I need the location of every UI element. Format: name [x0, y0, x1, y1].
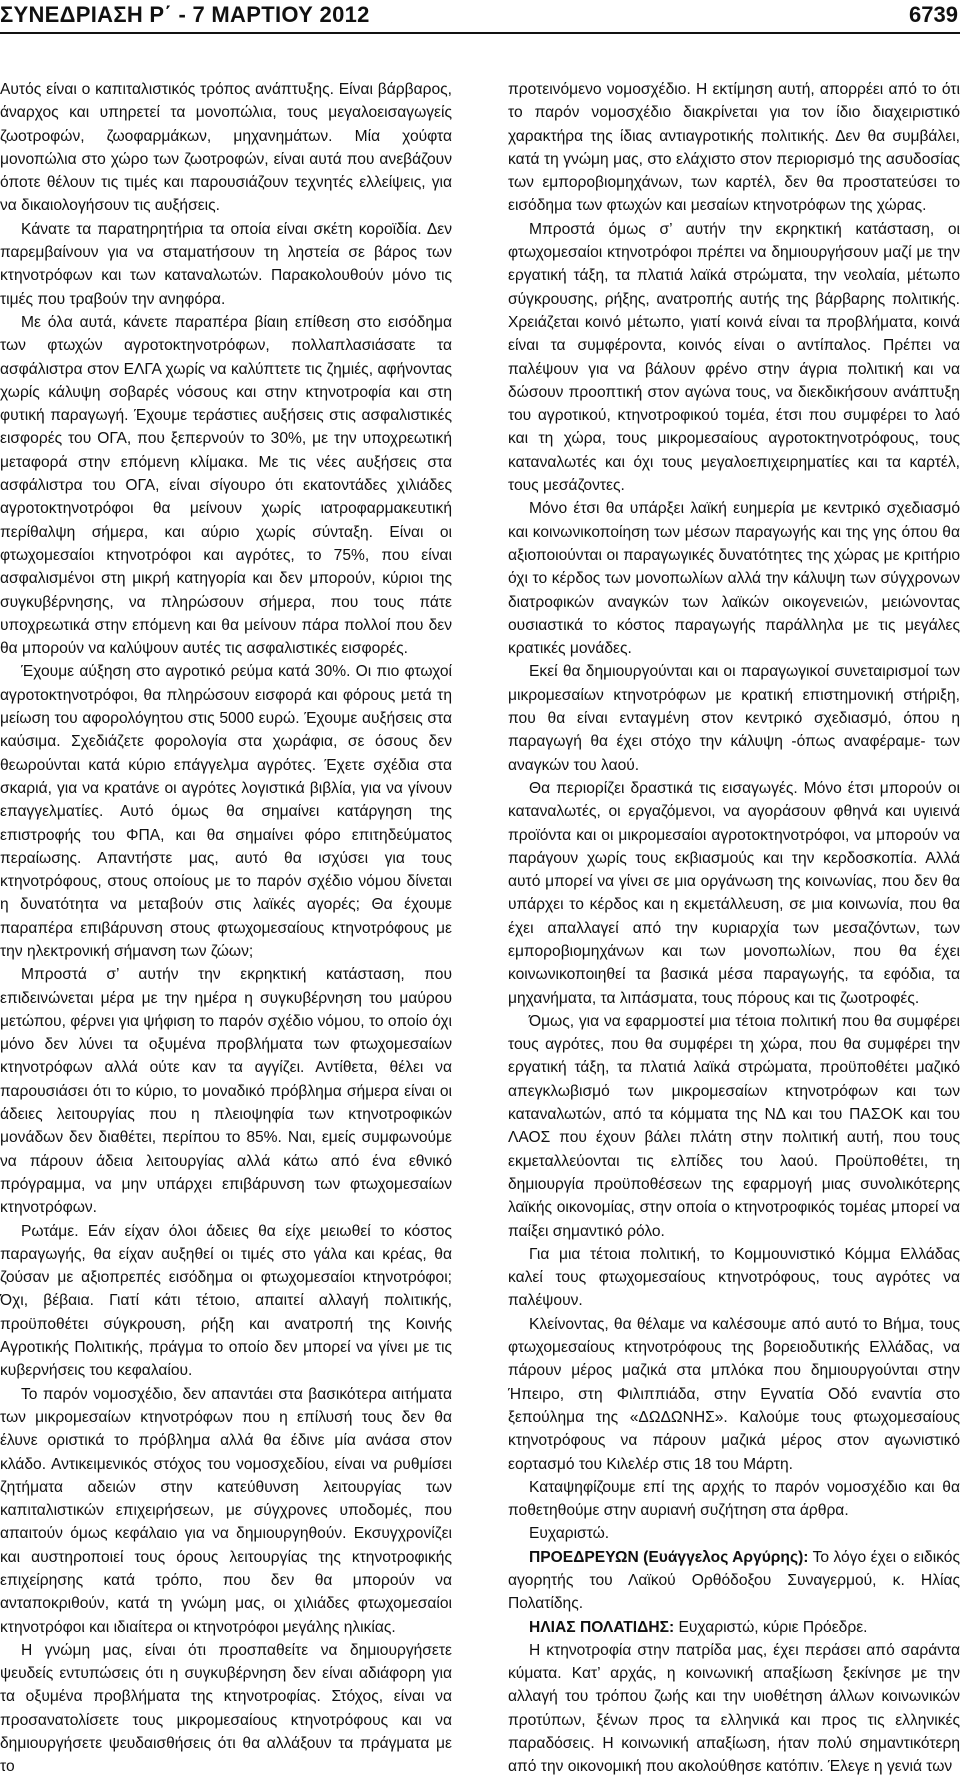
paragraph: Κλείνοντας, θα θέλαμε να καλέσουμε από αυτό το Βήμα, τους φτωχομεσαίους κτηνοτρόφους της βορειοδυτικής Ελλάδας, να πάρουν μέρος μαζικά στα μπλόκα που δημιουργούνται στην Ήπειρο, στη Φιλιππιάδα, στην Εγνατία Οδό εναντία στο ξεπούλημα της «ΔΩΔΩΝΗΣ». Καλούμε τους φτωχομεσαίους κτηνοτρόφους να πάρουν μαζικά μέρος στον αγωνιστικό εορτασμό του Κιλελέρ στις 18 του Μάρτη.	[508, 1315, 960, 1473]
paragraph: Μόνο έτσι θα υπάρξει λαϊκή ευημερία με κεντρικό σχεδιασμό και κοινωνικοποίηση των μέσων παραγωγής και της γης όπου θα αξιοποιούνται οι παραγωγικές δυνατότητες της χώρας με κριτήριο όχι το κέρδος των μονοπωλίων αλλά την κάλυψη των σύγχρονων διατροφικών αναγκών των λαϊκών οικογενειών, μειώνοντας ουσιαστικά το κόστος παραγωγής παράλληλα με τις μεγάλες κρατικές μονάδες.	[508, 500, 960, 658]
speaker-paragraph	[508, 1616, 960, 1639]
paragraph: Κάνατε τα παρατηρητήρια τα οποία είναι σκέτη κοροϊδία. Δεν παρεμβαίνουν για να σταματήσουν τη ληστεία σε βάρος των κτηνοτρόφων και των καταναλωτών. Παρακολουθούν μόνο τις τιμές που τραβούν την ανηφόρα.	[0, 220, 452, 308]
right-column	[508, 78, 960, 1779]
paragraph: Ρωτάμε. Εάν είχαν όλοι άδειες θα είχε μειωθεί το κόστος παραγωγής, θα είχαν αυξηθεί οι τιμές στο γάλα και κρέας, θα ζούσαν με αξιοπρεπές εισόδημα οι φτωχομεσαίοι κτηνοτρόφοι; Όχι, βέβαια. Γιατί κάτι τέτοιο, απαιτεί αλλαγή πολιτικής, προϋποθέτει σύγκρουση, ρήξη και ανατροπή της Κοινής Αγροτικής Πολιτικής, πράγμα το οποίο δεν μπορεί να γίνει με τις κυβερνήσεις του κεφαλαίου.	[0, 1222, 452, 1380]
speaker-text: Το λόγο έχει ο ειδικός αγορητής του Λαϊκού Ορθόδοξου Συναγερμού, κ. Ηλίας Πολατίδης.	[508, 1548, 960, 1613]
speaker-text: Ευχαριστώ, κύριε Πρόεδρε.	[674, 1618, 868, 1636]
paragraph: προτεινόμενο νομοσχέδιο. Η εκτίμηση αυτή, απορρέει από το ότι το παρόν νομοσχέδιο διακρίνεται για τον ίδιο διαχειριστικό χαρακτήρα της ίδιας αντιαγροτικής πολιτικής. Δεν θα συμβάλει, κατά τη γνώμη μας, στο ελάχιστο στον περιορισμό της ασυδοσίας των εμποροβιομηχάνων, των καρτέλ, δεν θα προστατεύσει το εισόδημα των φτωχών και μεσαίων κτηνοτρόφων της χώρας.	[508, 81, 960, 215]
paragraph: Ευχαριστώ.	[529, 1525, 610, 1543]
speaker-name: ΠΡΟΕΔΡΕΥΩΝ (Ευάγγελος Αργύρης):	[529, 1548, 809, 1566]
paragraph: Το παρόν νομοσχέδιο, δεν απαντάει στα βασικότερα αιτήματα των μικρομεσαίων κτηνοτρόφων που η επίλυσή τους δεν θα έλυνε οριστικά το πρόβλημα αλλά θα έδινε μία ανάσα στον κλάδο. Αντικειμενικός στόχος του νομοσχεδίου, είναι να ρυθμίσει ζητήματα αδειών στην κατεύθυνση λειτουργίας των καπιταλιστικών επιχειρήσεων, με σύγχρονες υποδομές, που απαιτούν όμως κεφάλαιο για να δημιουργηθούν. Εκσυγχρονίζει και αυστηροποιεί τους όρους λειτουργίας της κτηνοτροφικής επιχείρησης κατά τρόπο, που δεν θα μπορούν να ανταποκριθούν, κατά τη γνώμη μας, οι χιλιάδες φτωχομεσαίοι κτηνοτρόφοι και ιδιαίτερα οι κτηνοτρόφοι μεγάλης ηλικίας.	[0, 1385, 452, 1636]
left-column	[0, 78, 452, 1779]
paragraph: Καταψηφίζουμε επί της αρχής το παρόν νομοσχέδιο και θα ποθετηθούμε στην αυριανή συζήτηση στα άρθρα.	[508, 1478, 960, 1520]
paragraph: Η γνώμη μας, είναι ότι προσπαθείτε να δημιουργήσετε ψευδείς εντυπώσεις ότι η συγκυβέρνηση δεν είναι αδιάφορη για τα οξυμένα προβλήματα της κτηνοτροφίας. Στόχος, είναι να προσανατολίσετε τους μικρομεσαίους κτηνοτρόφους και να δημιουργήσετε ψευδαισθήσεις ότι θα αλλάξουν τα πράγματα με το	[0, 1641, 452, 1776]
paragraph: Η κτηνοτροφία στην πατρίδα μας, έχει περάσει από σαράντα κύματα. Κατ’ αρχάς, η κοινωνική απαξίωση ξεκίνησε με την αλλαγή του τρόπου ζωής και την υιοθέτηση άλλων κοινωνικών προτύπων, ξένων προς τα ελληνικά και προς τις ελληνικές παραδόσεις. Η κοινωνική απαξίωση, ήταν πολύ σημαντικότερη από την οικονομική που ακολούθησε κατόπιν. Έλεγε η γενιά των	[508, 1641, 960, 1776]
paragraph: Μπροστά όμως σ’ αυτήν την εκρηκτική κατάσταση, οι φτωχομεσαίοι κτηνοτρόφοι πρέπει να δημιουργήσουν μαζί με την εργατική τάξη, τα πλατιά λαϊκά στρώματα, την νεολαία, μέτωπο σύγκρουσης, ρήξης, ανατροπής αυτής της βάρβαρης πολιτικής. Χρειάζεται κοινό μέτωπο, γιατί κοινά είναι τα προβλήματα, κοινά είναι τα συμφέροντα, κοινός είναι ο αντίπαλος. Πρέπει να παλέψουν για να βάλουν φρένο στην άγρια πολιτική και να δώσουν προοπτική στον αγώνα τους, να διεκδικήσουν ανάπτυξη του αγροτικού, κτηνοτροφικού τομέα, έτσι που συμφέρει το λαό και τη χώρα, τους μικρομεσαίους αγροτοκτηνοτρόφους, τους καταναλωτές και όχι τους μεγαλοεπιχειρηματίες και τα καρτέλ, τους μεσάζοντες.	[508, 220, 960, 495]
header-rule	[0, 32, 960, 34]
page-number: 6739	[909, 2, 958, 27]
running-title: ΣΥΝΕΔΡΙΑΣΗ Ρ΄ - 7 ΜΑΡΤΙΟΥ 2012	[0, 2, 370, 27]
paragraph: Εκεί θα δημιουργούνται και οι παραγωγικοί συνεταιρισμοί των μικρομεσαίων κτηνοτρόφων με κρατική επιστημονική στήριξη, που θα είναι ενταγμένη στον κεντρικό σχεδιασμό, όπου η παραγωγή θα έχει στόχο την κάλυψη -όπως αναφέραμε- των αναγκών του λαού.	[508, 663, 960, 774]
paragraph: Όμως, για να εφαρμοστεί μια τέτοια πολιτική που θα συμφέρει τους αγρότες, που θα συμφέρει τη χώρα, που θα συμφέρει την εργατική τάξη, τα πλατιά λαϊκά στρώματα, προϋποθέτει μαζικό απεγκλωβισμό των μικρομεσαίων κτηνοτρόφων και των καταναλωτών, από τα κόμματα της ΝΔ και του ΠΑΣΟΚ και του ΛΑΟΣ που έχουν βάλει πλάτη στην πολιτική αυτή, που τους εκμεταλλεύονται τις ελπίδες του λαού. Προϋποθέτει, τη δημιουργία προϋποθέσεων της εφαρμογή μιας συνολικότερης λαϊκής οικονομίας, στην οποία ο κτηνοτροφικός τομέας μπορεί να παίξει σημαντικό ρόλο.	[508, 1012, 960, 1240]
paragraph: Θα περιορίζει δραστικά τις εισαγωγές. Μόνο έτσι μπορούν οι καταναλωτές, οι εργαζόμενοι, να αγοράσουν φθηνά και υγιεινά προϊόντα και οι μικρομεσαίοι αγροτοκτηνοτρόφοι, να μπορούν να παράγουν χωρίς τους εκβιασμούς και την κερδοσκοπία. Αλλά αυτό μπορεί να γίνει σε μια οργάνωση της κοινωνίας, που δεν θα υπάρχει το κέρδος και η εκμετάλλευση, σε μια κοινωνία, που θα έχει απαλλαγεί από την κυριαρχία των μεσαζόντων, των εμποροβιομηχάνων και των μονοπωλίων, που θα έχει κοινωνικοποιηθεί τα βασικά μέσα παραγωγής, τα εφόδια, τα μηχανήματα, τα λιπάσματα, τους πόρους και τις ζωοτροφές.	[508, 779, 960, 1007]
paragraph: Μπροστά σ’ αυτήν την εκρηκτική κατάσταση, που επιδεινώνεται μέρα με την ημέρα η συγκυβέρνηση του μαύρου μετώπου, φέρνει για ψήφιση το παρόν σχέδιο νόμου, το οποίο όχι μόνο δεν λύνει τα οξυμένα προβλήματα των φτωχομεσαίων κτηνοτρόφων αλλά ούτε καν τα αγγίζει. Αντίθετα, θέλει να παρουσιάσει ότι το κύριο, το μοναδικό πρόβλημα σήμερα είναι οι άδειες λειτουργίας που η πλειοψηφία των κτηνοτροφικών μονάδων δεν διαθέτει, περίπου το 85%. Ναι, εμείς συμφωνούμε να πάρουν άδεια λειτουργίας αλλά κάτω από ένα εθνικό πρόγραμμα, να μην υπάρχει επιβάρυνση των φτωχομεσαίων κτηνοτρόφων.	[0, 966, 452, 1217]
speaker-paragraph	[508, 1546, 960, 1616]
paragraph: Για μια τέτοια πολιτική, το Κομμουνιστικό Κόμμα Ελλάδας καλεί τους φτωχομεσαίους κτηνοτρόφους, τους αγρότες να παλέψουν.	[508, 1245, 960, 1310]
paragraph: Με όλα αυτά, κάνετε παραπέρα βίαιη επίθεση στο εισόδημα των φτωχών αγροτοκτηνοτρόφων, πολλαπλασιάσατε τα ασφάλιστρα στον ΕΛΓΑ χωρίς να καλύπτετε τις ζημιές, αφήνοντας χωρίς κάλυψη σοβαρές νόσους και στην κτηνοτροφία και στη φυτική παραγωγή. Έχουμε τεράστιες αυξήσεις στις ασφαλιστικές εισφορές του ΟΓΑ, που ξεπερνούν το 30%, με την υποχρεωτική μεταφορά στην επόμενη κλίμακα. Με τις νέες αυξήσεις στα ασφάλιστρα του ΟΓΑ, είναι σίγουρο ότι εκατοντάδες χιλιάδες αγροτοκτηνοτρόφοι θα μείνουν χωρίς ιατροφαρμακευτική περίθαλψη σήμερα, και αύριο χωρίς σύνταξη. Είναι οι φτωχομεσαίοι κτηνοτρόφοι και αγρότες, το 75%, που είναι ασφαλισμένοι στη μικρή κατηγορία και δεν μπορούν, κύριοι της συγκυβέρνησης, να πληρώσουν σήμερα, που τους πάτε υποχρεωτικά στην επόμενη και θα μείνουν πάρα πολλοί που δεν θα μπορούν να καλύψουν αυτές τις ασφαλιστικές εισφορές.	[0, 313, 452, 658]
page-header	[0, 0, 960, 44]
paragraph: Έχουμε αύξηση στο αγροτικό ρεύμα κατά 30%. Οι πιο φτωχοί αγροτοκτηνοτρόφοι, θα πληρώσουν εισφορά και φόρους μετά τη μείωση του αφορολόγητου στις 5000 ευρώ. Έχουμε αυξήσεις στα καύσιμα. Σχεδιάζετε φορολογία στα χωράφια, σε όσους δεν θεωρούνται κατά κύριο επάγγελμα αγρότες. Έχετε σχέδια στα σκαριά, για να κρατάνε οι αγρότες λογιστικά βιβλία, για να γίνουν επαγγελματίες. Αυτό όμως θα σημαίνει κατάργηση της επιστροφής του ΦΠΑ, και θα σημαίνει φόρο επιτηδεύματος περαίωσης. Απαντήστε μας, αυτό θα ισχύσει για τους κτηνοτρόφους, στους οποίους με το παρόν σχέδιο νόμου δίνεται η δυνατότητα να μεταβούν στις λαϊκές αγορές; Θα έχουμε παραπέρα επιβάρυνση στους φτωχομεσαίους κτηνοτρόφους με την ηλεκτρονική σήμανση των ζώων;	[0, 663, 452, 960]
speaker-name: ΗΛΙΑΣ ΠΟΛΑΤΙΔΗΣ:	[529, 1618, 675, 1636]
paragraph: Αυτός είναι ο καπιταλιστικός τρόπος ανάπτυξης. Είναι βάρβαρος, άναρχος και υπηρετεί τα μονοπώλια, τους μεγαλοεισαγωγείς ζωοτροφών, ζωοφαρμάκων, μηχανημάτων. Μία χούφτα μονοπώλια στο χώρο των ζωοτροφών, είναι αυτά που ανεβάζουν όποτε θέλουν τις τιμές και παρουσιάζουν τεχνητές ελλείψεις, για να δικαιολογήσουν τις αυξήσεις.	[0, 81, 452, 215]
